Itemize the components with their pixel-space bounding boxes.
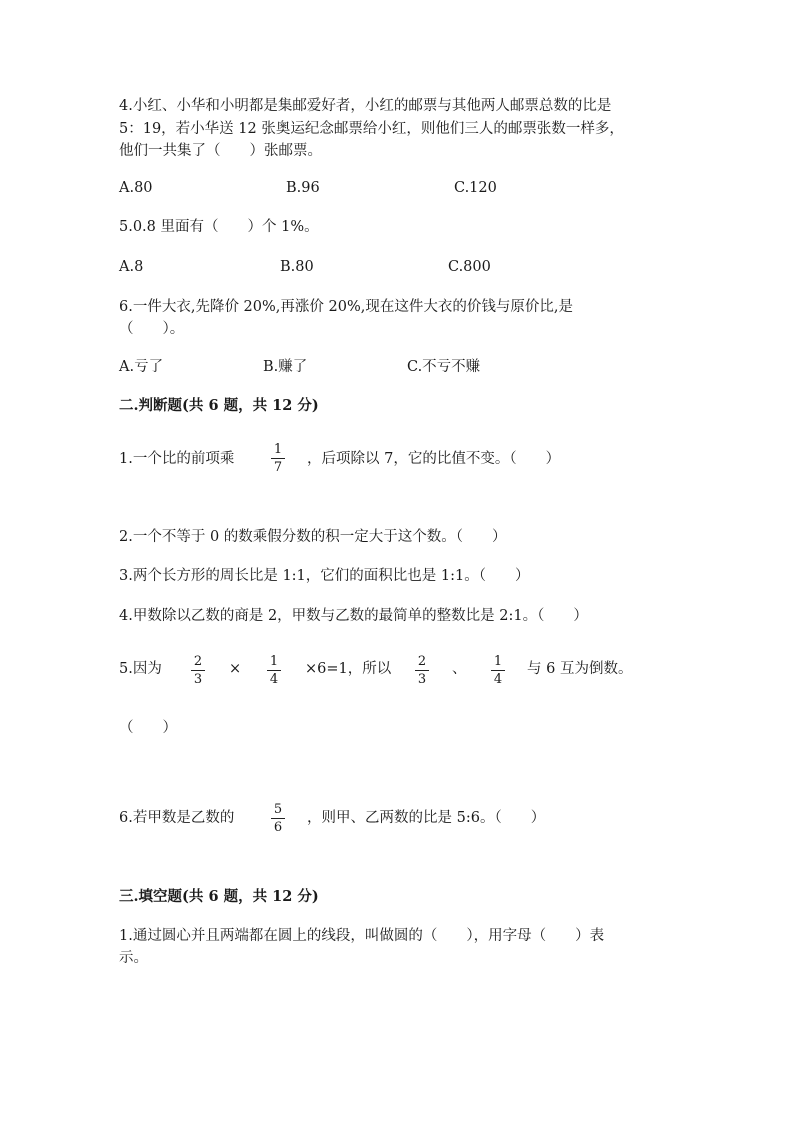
j5-fraction-b-denominator: 4 — [269, 672, 279, 687]
section2-title: 二.判断题(共 6 题，共 12 分) — [119, 397, 319, 414]
j5-fraction-c — [415, 654, 429, 687]
q4-line1: 4.小红、小华和小明都是集邮爱好者，小红的邮票与其他两人邮票总数的比是 — [119, 98, 612, 114]
j2-text: 2.一个不等于 0 的数乘假分数的积一定大于这个数。（ ） — [119, 529, 507, 545]
j1-fraction-denominator: 7 — [273, 460, 283, 475]
j5-prefix: 5.因为 — [119, 661, 162, 677]
j5-fraction-d — [491, 654, 505, 687]
j3-text: 3.两个长方形的周长比是 1:1，它们的面积比也是 1:1。（ ） — [119, 568, 530, 584]
j5-times: × — [229, 661, 242, 677]
q6-option-c: C.不亏不赚 — [407, 359, 481, 375]
j5-mid: ×6=1，所以 — [305, 661, 392, 677]
q4-line2: 5：19，若小华送 12 张奥运纪念邮票给小红，则他们三人的邮票张数一样多， — [119, 121, 624, 137]
j6-suffix: ，则甲、乙两数的比是 5:6。（ ） — [307, 810, 546, 826]
j5-fraction-d-denominator: 4 — [493, 672, 503, 687]
j5-fraction-c-denominator: 3 — [417, 672, 427, 687]
j5-separator: 、 — [452, 661, 467, 677]
section3-title: 三.填空题(共 6 题，共 12 分) — [119, 888, 319, 905]
q5-option-b: B.80 — [280, 259, 314, 275]
q5-option-a: A.8 — [119, 259, 144, 275]
q6-line2: （ ）。 — [119, 321, 185, 337]
fraction-bar — [491, 670, 505, 671]
j5-fraction-b — [267, 654, 281, 687]
fraction-bar — [415, 670, 429, 671]
fraction-bar — [191, 670, 205, 671]
f1-line2: 示。 — [119, 950, 148, 966]
q4-option-b: B.96 — [286, 180, 320, 196]
j6-fraction — [271, 802, 285, 835]
j6-fraction-numerator: 5 — [273, 802, 283, 817]
q5-option-c: C.800 — [448, 259, 491, 275]
j1-prefix: 1.一个比的前项乘 — [119, 451, 235, 467]
q5-text: 5.0.8 里面有（ ）个 1%。 — [119, 219, 319, 235]
q6-option-a: A.亏了 — [119, 359, 164, 375]
j1-fraction — [271, 442, 285, 475]
q6-option-b: B.赚了 — [263, 359, 308, 375]
j1-fraction-numerator: 1 — [273, 442, 283, 457]
j4-text: 4.甲数除以乙数的商是 2，甲数与乙数的最简单的整数比是 2:1。（ ） — [119, 608, 588, 624]
j6-prefix: 6.若甲数是乙数的 — [119, 810, 235, 826]
fraction-bar — [271, 818, 285, 819]
j5-answer-paren: （ ） — [119, 720, 177, 736]
q4-option-c: C.120 — [454, 180, 497, 196]
j5-fraction-a-numerator: 2 — [193, 654, 203, 669]
q6-line1: 6.一件大衣,先降价 20%,再涨价 20%,现在这件大衣的价钱与原价比,是 — [119, 299, 573, 315]
j5-suffix: 与 6 互为倒数。 — [527, 661, 633, 677]
fraction-bar — [267, 670, 281, 671]
j5-fraction-c-numerator: 2 — [417, 654, 427, 669]
fraction-bar — [271, 458, 285, 459]
q4-line3: 他们一共集了（ ）张邮票。 — [119, 143, 322, 159]
f1-line1: 1.通过圆心并且两端都在圆上的线段，叫做圆的（ ），用字母（ ）表 — [119, 928, 605, 944]
j5-fraction-a-denominator: 3 — [193, 672, 203, 687]
q4-option-a: A.80 — [119, 180, 153, 196]
j6-fraction-denominator: 6 — [273, 820, 283, 835]
j5-fraction-b-numerator: 1 — [269, 654, 279, 669]
j5-fraction-a — [191, 654, 205, 687]
j5-fraction-d-numerator: 1 — [493, 654, 503, 669]
j1-suffix: ，后项除以 7，它的比值不变。（ ） — [307, 451, 561, 467]
